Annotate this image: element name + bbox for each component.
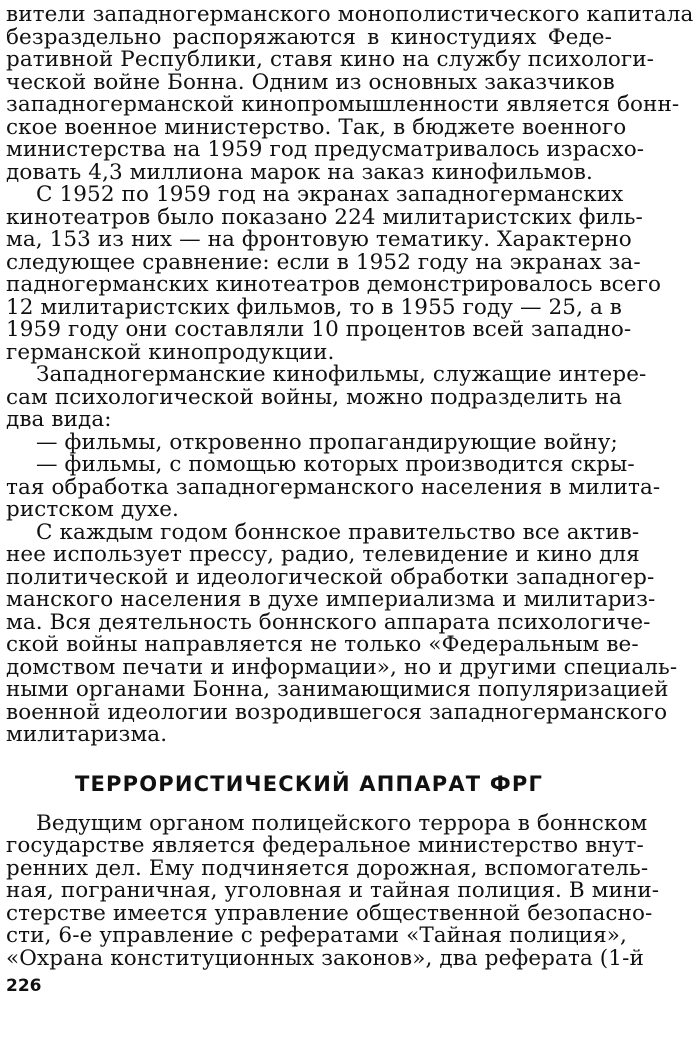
text-line: стерстве имеется управление общественной безопасно-: [6, 900, 653, 926]
section-heading: ТЕРРОРИСТИЧЕСКИЙ АППАРАТ ФРГ: [74, 771, 544, 796]
text-line: милитаризма.: [6, 722, 168, 747]
text-line: министерства на 1959 год предусматривалось израсхо-: [6, 137, 645, 162]
text-line: Ведущим органом полицейского террора в боннском: [36, 810, 648, 836]
list-item: — фильмы, с помощью которых производится скры-: [36, 452, 635, 477]
text-line: ная, пограничная, уголовная и тайная полиция. В мини-: [6, 878, 660, 903]
text-line: С каждым годом боннское правительство все актив-: [36, 519, 640, 545]
text-line: домством печати и информации», но и другими специаль-: [6, 654, 678, 680]
text-line: сам психологической войны, можно подразделить на: [6, 384, 623, 410]
text-line: 12 милитаристских фильмов, то в 1955 году — 25, а в: [6, 294, 623, 320]
text-line: военной идеологии возродившегося западногерманского: [6, 699, 668, 725]
text-line: ма, 153 из них — на фронтовую тематику. Характерно: [6, 227, 632, 252]
text-line: Западногерманские кинофильмы, служащие интере-: [36, 362, 647, 387]
list-item: — фильмы, откровенно пропагандирующие войну;: [36, 429, 618, 455]
text-line: нее использует прессу, радио, телевидение и кино для: [6, 542, 640, 567]
text-line: вители западногерманского монополистического капитала: [6, 2, 693, 27]
text-line: тая обработка западногерманского населения в милита-: [6, 474, 661, 500]
text-line: ративной Республики, ставя кино на службу психологи-: [6, 47, 655, 72]
text-line: безраздельно распоряжаются в киностудиях Феде-: [6, 24, 612, 50]
text-line: государстве является федеральное министерство внут-: [6, 833, 644, 858]
text-line: германской кинопродукции.: [6, 339, 335, 365]
text-line: ской войны направляется не только «Федеральным ве-: [6, 632, 639, 657]
text-line: «Охрана конституционных законов», два реферата (1-й: [6, 945, 644, 971]
text-line: ма. Вся деятельность боннского аппарата психологиче-: [6, 609, 651, 635]
text-line: кинотеатров было показано 224 милитаристских филь-: [6, 204, 643, 230]
text-line: следующее сравнение: если в 1952 году на экранах за-: [6, 249, 641, 275]
text-line: ными органами Бонна, занимающимися популяризацией: [6, 677, 669, 702]
text-line: 1959 году они составляли 10 процентов всей западно-: [6, 317, 632, 342]
text-line: ское военное министерство. Так, в бюджете военного: [6, 114, 627, 140]
text-line: западногерманской кинопромышленности является бонн-: [6, 92, 680, 117]
text-line: ристском духе.: [6, 497, 179, 522]
text-line: политической и идеологической обработки западногер-: [6, 564, 655, 590]
page-number: 226: [6, 976, 42, 996]
text-line: манского населения в духе империализма и милитариз-: [6, 587, 656, 612]
text-line: падногерманских кинотеатров демонстрировалось всего: [6, 272, 662, 297]
text-line: С 1952 по 1959 год на экранах западногерманских: [36, 182, 624, 207]
text-line: два вида:: [6, 407, 112, 432]
text-line: сти, 6-е управление с рефератами «Тайная полиция»,: [6, 923, 627, 948]
text-line: ренних дел. Ему подчиняется дорожная, вспомогатель-: [6, 855, 649, 881]
text-line: довать 4,3 миллиона марок на заказ кинофильмов.: [6, 159, 593, 185]
text-line: ческой войне Бонна. Одним из основных заказчиков: [6, 69, 615, 95]
